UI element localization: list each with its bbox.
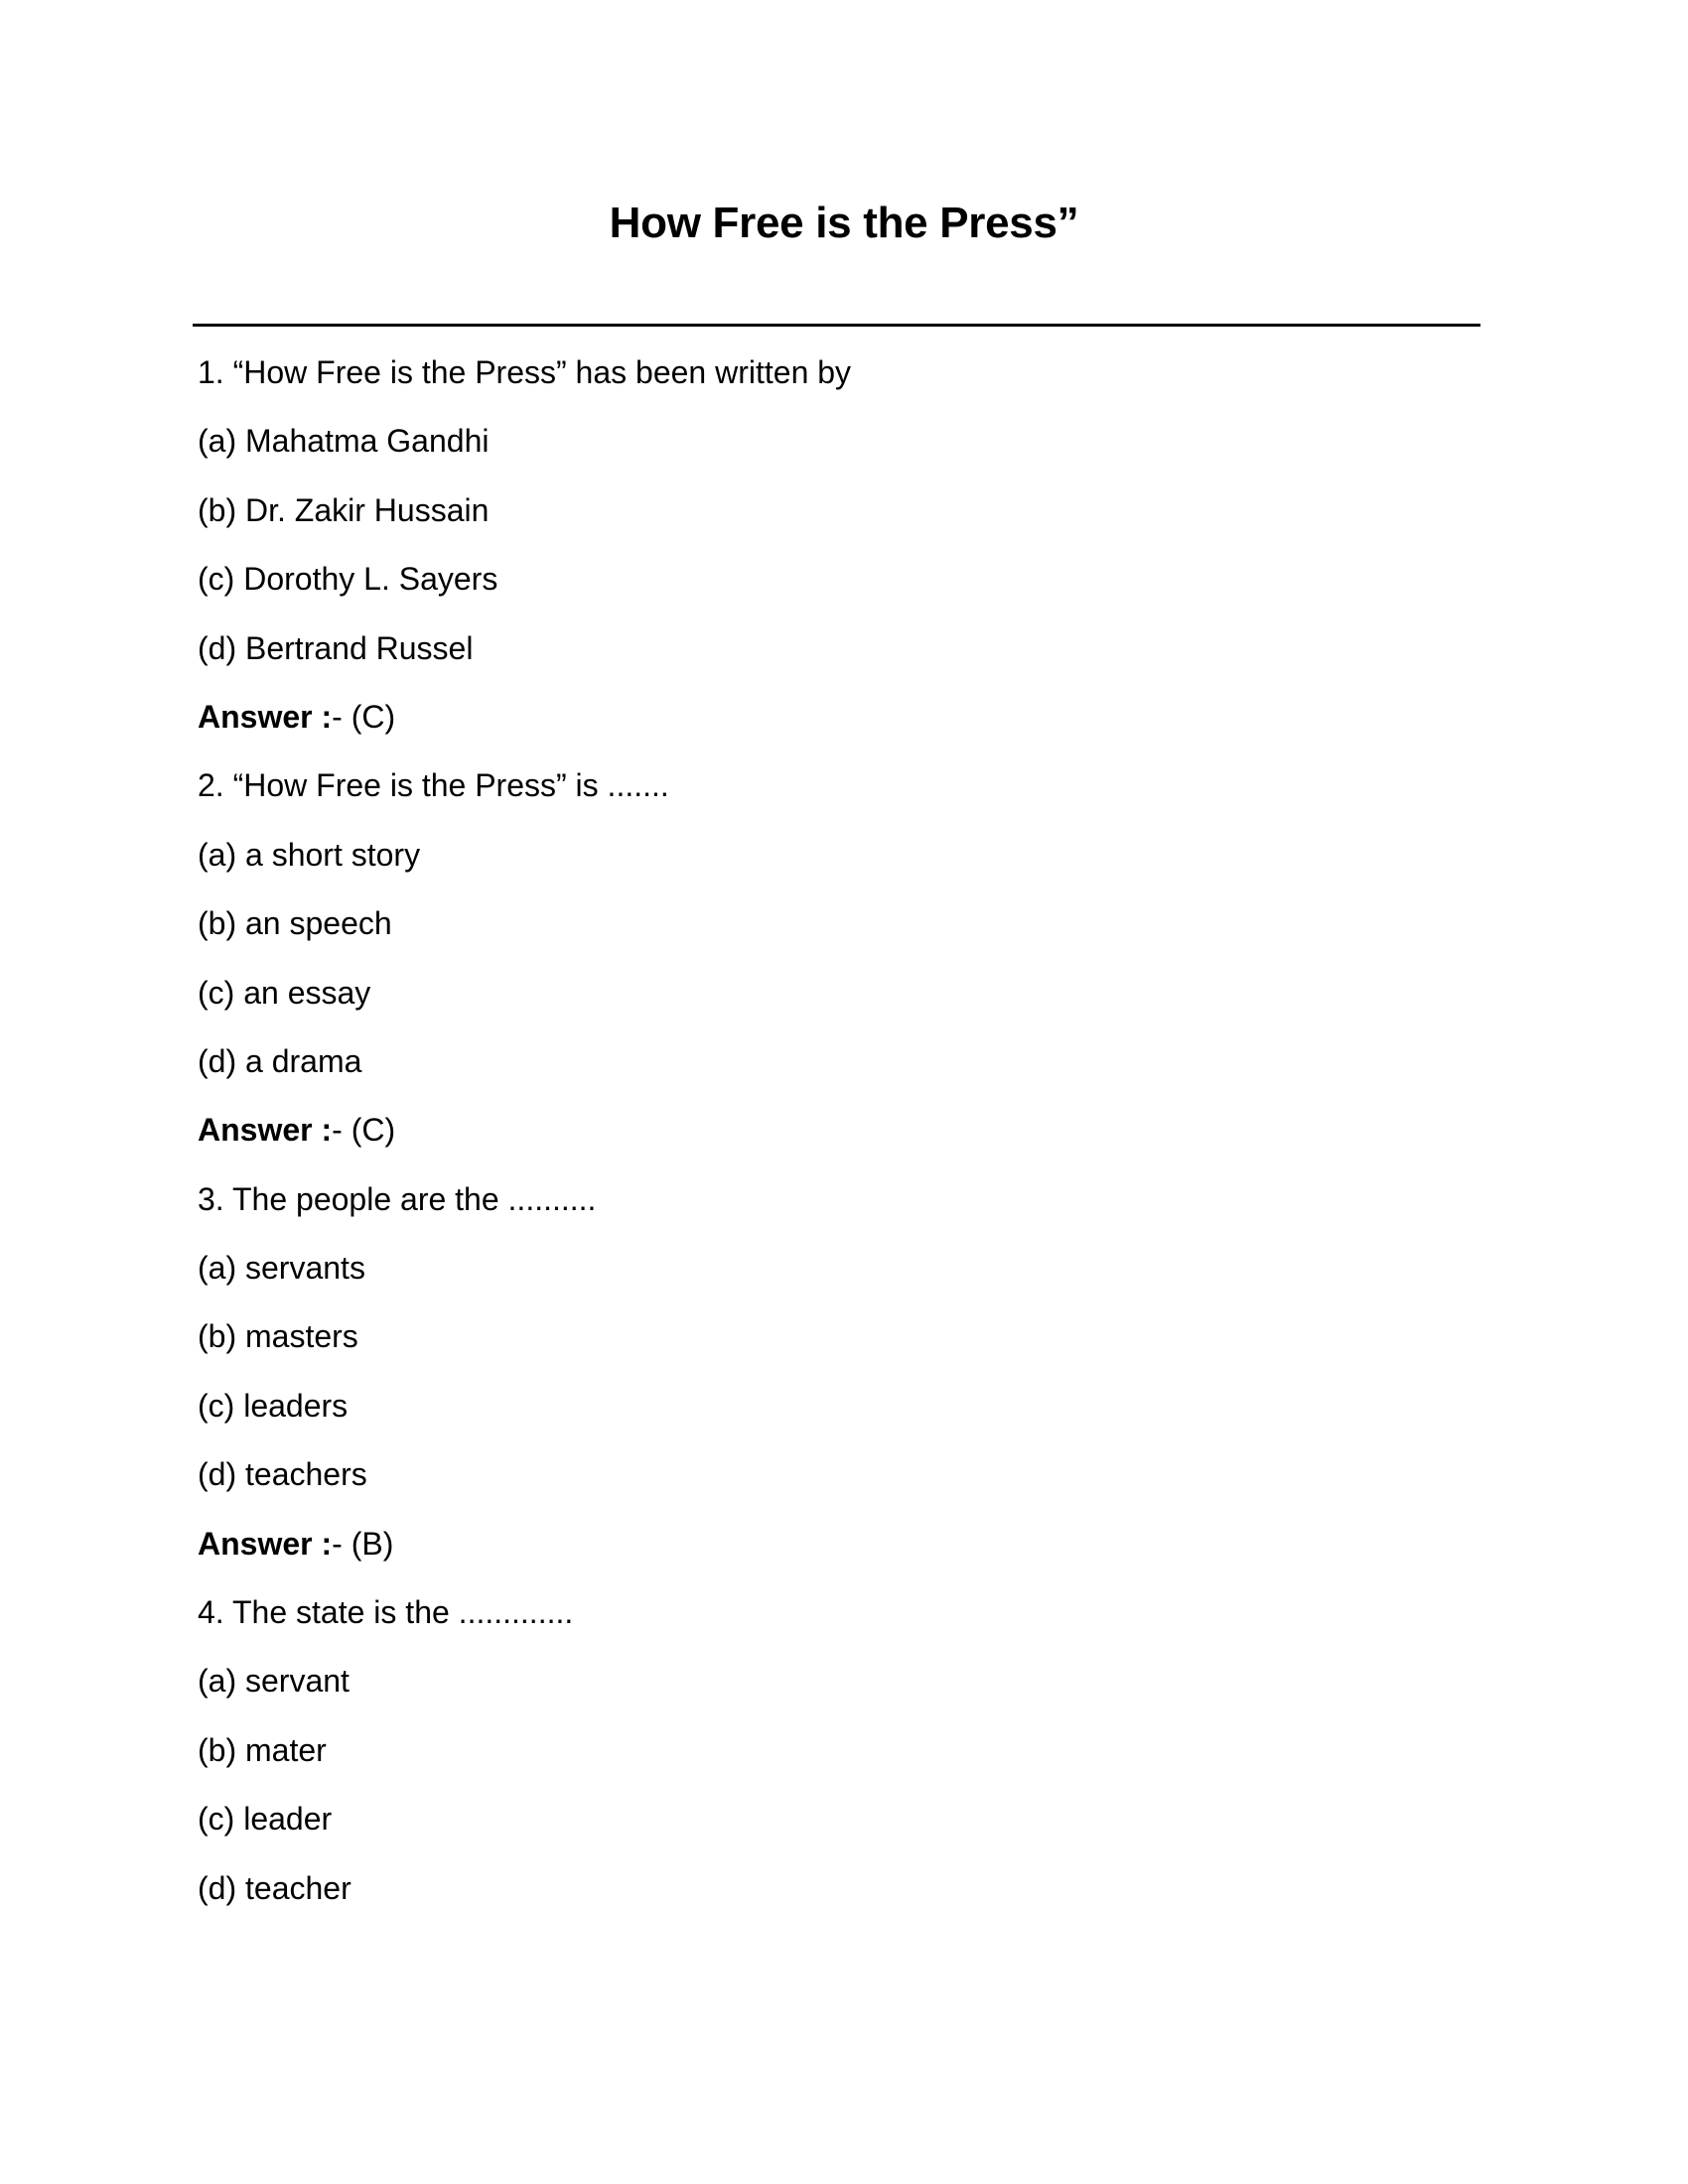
question-list xyxy=(198,349,851,1934)
answer-value: - (C) xyxy=(332,1112,396,1149)
question-2-answer xyxy=(198,1107,851,1175)
question-1-option-a: (a) Mahatma Gandhi xyxy=(198,423,490,460)
question-1-option-d: (d) Bertrand Russel xyxy=(198,629,474,666)
question-4-option-d: (d) teacher xyxy=(198,1869,352,1906)
question-3-answer xyxy=(198,1521,851,1589)
answer-label: Answer : xyxy=(198,1112,333,1149)
question-2-text: 2. “How Free is the Press” is ....... xyxy=(198,767,669,804)
question-4-option-c: (c) leader xyxy=(198,1801,333,1838)
question-3-option-a: (a) servants xyxy=(198,1250,365,1287)
question-2-option-d: (d) a drama xyxy=(198,1042,362,1079)
answer-value: - (C) xyxy=(332,698,396,735)
question-3-text: 3. The people are the .......... xyxy=(198,1180,597,1217)
question-3-option-c: (c) leaders xyxy=(198,1387,349,1424)
horizontal-rule xyxy=(193,324,1480,327)
question-3-option-b: (b) masters xyxy=(198,1318,358,1355)
answer-value: - (B) xyxy=(332,1525,394,1562)
answer-label: Answer : xyxy=(198,1525,333,1562)
question-2-option-b: (b) an speech xyxy=(198,905,392,942)
question-2-option-a: (a) a short story xyxy=(198,836,421,873)
question-1-option-c: (c) Dorothy L. Sayers xyxy=(198,561,498,598)
question-4-text: 4. The state is the ............. xyxy=(198,1594,574,1631)
question-4-option-a: (a) servant xyxy=(198,1663,350,1700)
question-3-option-d: (d) teachers xyxy=(198,1456,367,1493)
question-1-text: 1. “How Free is the Press” has been written by xyxy=(198,354,852,390)
question-1-answer xyxy=(198,694,851,762)
answer-label: Answer : xyxy=(198,698,333,735)
question-4-option-b: (b) mater xyxy=(198,1731,327,1768)
question-2-option-c: (c) an essay xyxy=(198,974,371,1011)
document-title: How Free is the Press” xyxy=(609,199,1079,247)
question-1-option-b: (b) Dr. Zakir Hussain xyxy=(198,491,490,528)
